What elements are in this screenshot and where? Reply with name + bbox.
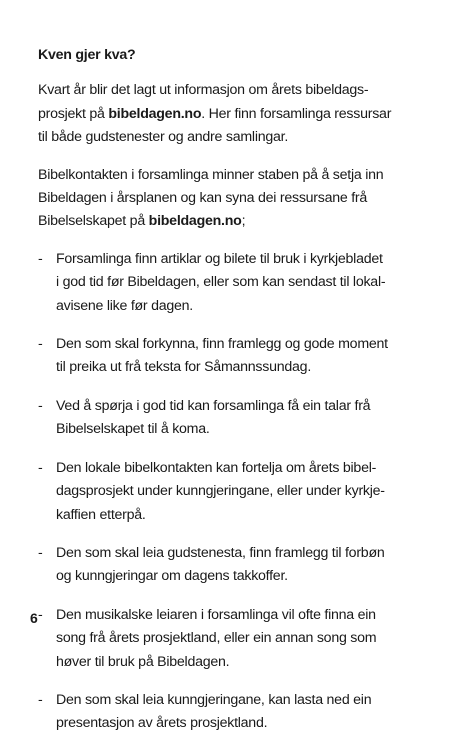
- list-dash: -: [38, 606, 43, 623]
- list-item: [38, 248, 410, 318]
- contact-line-1: Bibelkontakten i forsamlinga minner staben på å setja inn: [38, 166, 384, 183]
- task-list: [38, 248, 410, 736]
- contact-line-3: [38, 210, 410, 233]
- list-item-line: kaffien etterpå.: [56, 506, 146, 523]
- contact-line-2: Bibeldagen i årsplanen og kan syna dei ressursane frå: [38, 190, 368, 207]
- list-item-line: song frå årets prosjektland, eller ein annan song som: [56, 630, 377, 647]
- intro-paragraph: [38, 79, 410, 149]
- list-item: [38, 604, 410, 674]
- intro-text: . Her finn forsamlinga ressursar: [201, 105, 392, 122]
- list-item: [38, 457, 410, 527]
- list-dash: -: [38, 691, 43, 708]
- page-number: 6: [30, 610, 38, 626]
- list-item-line: høver til bruk på Bibeldagen.: [56, 653, 230, 670]
- intro-line-1: Kvart år blir det lagt ut informasjon om årets bibeldags-: [38, 82, 369, 99]
- list-item-line: dagsprosjekt under kunngjeringane, eller under kyrkje-: [56, 483, 385, 500]
- list-item-line: til preika ut frå teksta for Såmannssundag.: [56, 359, 312, 376]
- list-dash: -: [38, 336, 43, 353]
- list-item-line: Den som skal leia gudstenesta, finn framlegg til forbøn: [56, 544, 385, 561]
- list-item-line: presentasjon av årets prosjektland.: [56, 715, 268, 732]
- intro-line-3: til både gudstenester og andre samlingar.: [38, 129, 289, 146]
- contact-text: ;: [241, 213, 246, 230]
- list-item: [38, 689, 410, 736]
- list-item-line: Den musikalske leiaren i forsamlinga vil ofte finna ein: [56, 606, 376, 623]
- list-dash: -: [38, 250, 43, 267]
- list-item-line: avisene like før dagen.: [56, 297, 193, 314]
- list-item: [38, 395, 410, 442]
- contact-paragraph: [38, 164, 410, 234]
- list-item-line: Bibelselskapet til å koma.: [56, 421, 210, 438]
- section-heading: Kven gjer kva?: [38, 47, 136, 63]
- list-item-line: Den lokale bibelkontakten kan fortelja om årets bibel-: [56, 459, 377, 476]
- bibeldagen-link-text: bibeldagen.no: [108, 105, 202, 122]
- list-dash: -: [38, 544, 43, 561]
- list-item-line: i god tid før Bibeldagen, eller som kan sendast til lokal-: [56, 274, 386, 291]
- contact-text: Bibelselskapet på: [38, 213, 149, 230]
- list-item-line: Ved å spørja i god tid kan forsamlinga få ein talar frå: [56, 397, 371, 414]
- page-content: [38, 44, 410, 751]
- intro-line-2: [38, 103, 410, 126]
- list-item-line: Den som skal leia kunngjeringane, kan lasta ned ein: [56, 691, 372, 708]
- list-item-line: Den som skal forkynna, finn framlegg og gode moment: [56, 336, 388, 353]
- list-item: [38, 333, 410, 380]
- list-dash: -: [38, 459, 43, 476]
- list-dash: -: [38, 397, 43, 414]
- list-item-line: og kunngjeringar om dagens takkoffer.: [56, 568, 288, 585]
- intro-text: prosjekt på: [38, 105, 109, 122]
- bibeldagen-link-text: bibeldagen.no: [148, 213, 242, 230]
- list-item: [38, 542, 410, 589]
- list-item-line: Forsamlinga finn artiklar og bilete til bruk i kyrkjebladet: [56, 250, 383, 267]
